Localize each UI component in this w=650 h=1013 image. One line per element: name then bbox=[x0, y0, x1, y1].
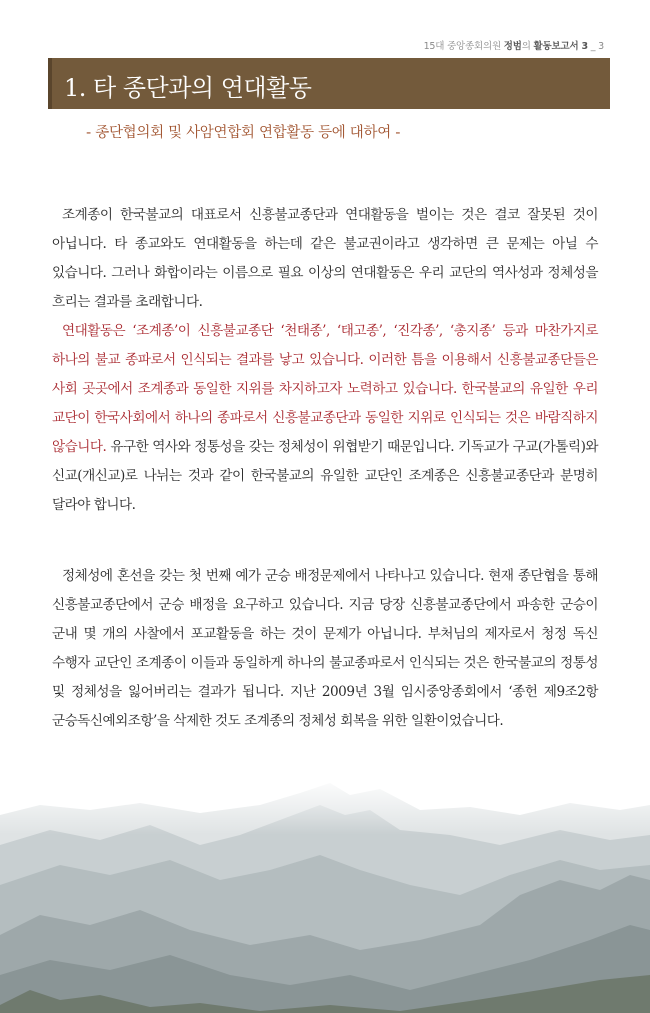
paragraph-1-conclusion: 유구한 역사와 정통성을 갖는 정체성이 위협받기 때문입니다. 기독교가 구교(가톨릭)와 신교(개신교)로 나뉘는 것과 같이 한국불교의 유일한 교단인 조계종은 신흥불교종단과 분명히 달라야 합니다. bbox=[52, 439, 598, 513]
page-number: _ 3 bbox=[590, 41, 604, 52]
paragraph-1-highlight: 연대활동은 ‘조계종’이 신흥불교종단 ‘천태종’, ‘태고종’, ‘진각종’, ‘총지종’ 등과 마찬가지로 하나의 불교 종파로서 인식되는 결과를 낳고 있습니다. 이러한 틈을 이용해서 신흥불교종단들은 사회 곳곳에서 조계종과 동일한 지위를 차지하고자 노력하고 있습니다. 한국불교의 유일한 우리 교단이 한국사회에서 하나의 종파로서 신흥불교종단과 동일한 지위로 인식되는 것은 바람직하지 않습니다. bbox=[52, 323, 598, 455]
header-author: 정범 bbox=[503, 41, 522, 52]
header-report: 활동보고서 3 bbox=[533, 41, 588, 52]
paragraph-1-intro: 조계종이 한국불교의 대표로서 신흥불교종단과 연대활동을 벌이는 것은 결코 잘못된 것이 아닙니다. 타 종교와도 연대활동을 하는데 같은 불교권이라고 생각하면 큰 문제는 아닐 수 있습니다. 그러나 화합이라는 이름으로 필요 이상의 연대활동은 우리 교단의 역사성과 정체성을 흐리는 결과를 초래합니다. bbox=[52, 207, 598, 310]
section-title: 1. 타 종단과의 연대활동 bbox=[64, 74, 312, 102]
header-prefix: 15대 중앙종회의원 bbox=[423, 41, 501, 52]
paragraph-2-text: 정체성에 혼선을 갖는 첫 번째 예가 군승 배정문제에서 나타나고 있습니다. 현재 종단협을 통해 신흥불교종단에서 군승 배정을 요구하고 있습니다. 지금 당장 신흥불교종단에서 파송한 군승이 군내 몇 개의 사찰에서 포교활동을 하는 것이 문제가 아닙니다. 부처님의 제자로서 청정 독신 수행자 교단인 조계종이 이들과 동일하게 하나의 불교종파로서 인식되는 것은 한국불교의 정통성 및 정체성을 잃어버리는 결과가 됩니다. 지난 2009년 3월 임시중앙종회에서 ‘종헌 제9조2항 군승독신예외조항’을 삭제한 것도 조계종의 정체성 회복을 위한 일환이었습니다. bbox=[52, 568, 598, 729]
header-mid: 의 bbox=[521, 41, 531, 52]
section-title-bar bbox=[48, 58, 610, 109]
running-header bbox=[424, 38, 604, 52]
paragraph-1 bbox=[52, 201, 598, 520]
title-accent bbox=[48, 58, 52, 109]
section-subtitle: - 종단협의회 및 사암연합회 연합활동 등에 대하여 - bbox=[86, 125, 401, 141]
mountain-landscape-image bbox=[0, 775, 650, 1013]
paragraph-2 bbox=[52, 562, 598, 736]
